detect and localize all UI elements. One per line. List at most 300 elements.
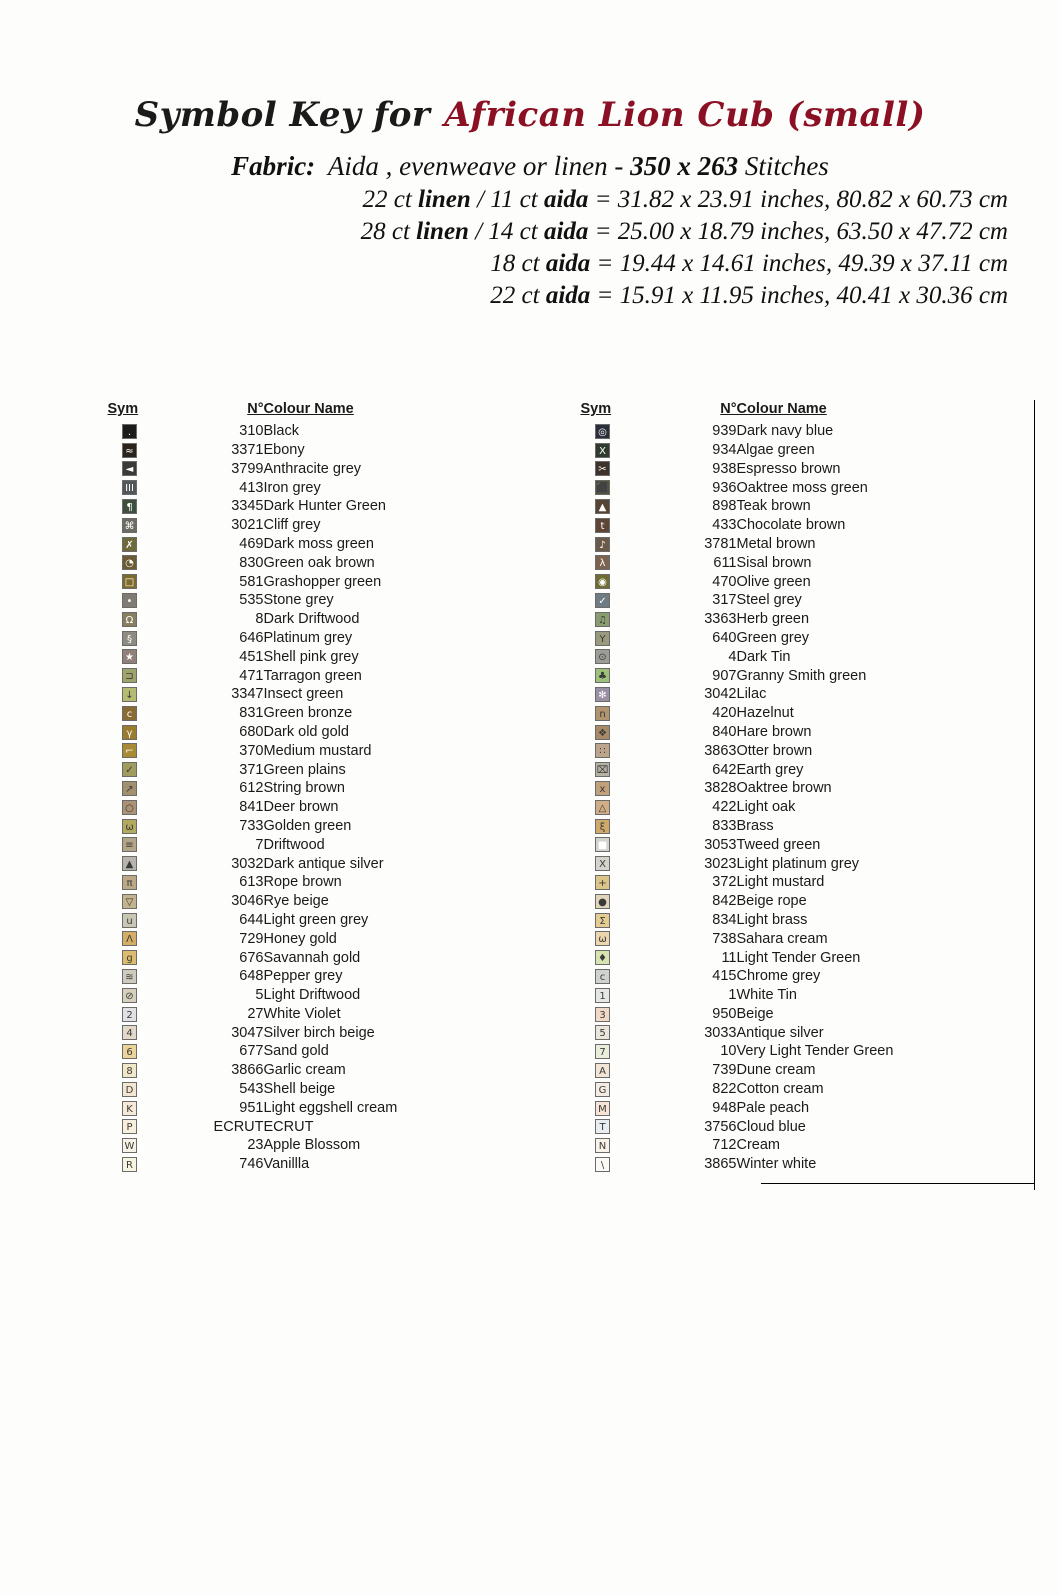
legend-row xyxy=(581,873,894,892)
legend-colour-name-cell: Light green grey xyxy=(263,911,369,928)
legend-colour-name-cell: Sand gold xyxy=(263,1043,329,1060)
colour-swatch-icon: M xyxy=(595,1101,610,1116)
colour-swatch-icon: γ xyxy=(122,725,137,740)
legend-number-cell: 3032 xyxy=(231,855,264,872)
header-num: N° xyxy=(720,401,737,418)
legend-row xyxy=(581,741,894,760)
legend-row xyxy=(108,986,398,1005)
legend-symbol-cell xyxy=(581,760,625,779)
legend-symbol-cell xyxy=(581,497,625,516)
legend-number-cell: 648 xyxy=(239,968,264,985)
legend-colour-name-cell: Medium mustard xyxy=(263,742,372,759)
symbol-key-legend xyxy=(0,400,1060,1190)
colour-swatch-icon: ⌘ xyxy=(122,518,137,533)
colour-swatch-icon: ⬛ xyxy=(595,480,610,495)
legend-number-cell: 729 xyxy=(239,930,264,947)
legend-row xyxy=(108,497,398,516)
colour-swatch-icon: Ω xyxy=(122,612,137,627)
legend-colour-name-cell: Cloud blue xyxy=(736,1118,806,1135)
colour-swatch-icon: 8 xyxy=(122,1063,137,1078)
colour-swatch-icon: X xyxy=(595,856,610,871)
legend-colour-name-cell: Light oak xyxy=(736,799,796,816)
legend-row xyxy=(108,1136,398,1155)
legend-colour-name-cell: Iron grey xyxy=(263,479,321,496)
size-eq-1: = xyxy=(594,186,612,213)
colour-swatch-icon: ⊘ xyxy=(122,988,137,1003)
legend-symbol-cell xyxy=(108,591,152,610)
legend-symbol-cell xyxy=(108,1042,152,1061)
legend-number-cell: 739 xyxy=(712,1062,737,1079)
colour-swatch-icon: ▲ xyxy=(595,499,610,514)
size-eq-4: = xyxy=(596,282,614,309)
fabric-stitch-count: 350 x 263 xyxy=(630,151,739,181)
legend-row xyxy=(581,422,894,441)
legend-number-cell: 646 xyxy=(239,629,264,646)
colour-swatch-icon: \ xyxy=(595,1157,610,1172)
legend-colour-name-cell: Lilac xyxy=(736,686,767,703)
colour-swatch-icon: ≡ xyxy=(122,837,137,852)
colour-swatch-icon: 6 xyxy=(122,1044,137,1059)
legend-number-cell: 939 xyxy=(712,423,737,440)
legend-colour-name-cell: Granny Smith green xyxy=(736,667,867,684)
legend-colour-name-cell: Espresso brown xyxy=(736,460,841,477)
legend-number-cell: 5 xyxy=(255,987,264,1004)
legend-symbol-cell xyxy=(108,779,152,798)
legend-symbol-cell xyxy=(581,779,625,798)
colour-swatch-icon: λ xyxy=(595,555,610,570)
colour-swatch-icon: ↗ xyxy=(122,781,137,796)
legend-colour-name-cell: Green bronze xyxy=(263,705,353,722)
legend-number-cell: 3047 xyxy=(231,1024,264,1041)
legend-colour-name-cell: Grashopper green xyxy=(263,573,382,590)
legend-colour-name-cell: Stone grey xyxy=(263,592,334,609)
legend-colour-name-cell: Light platinum grey xyxy=(736,855,860,872)
colour-swatch-icon: Λ xyxy=(122,931,137,946)
legend-row xyxy=(581,760,894,779)
legend-colour-name-cell: Winter white xyxy=(736,1156,817,1173)
header-sym: Sym xyxy=(107,401,139,418)
colour-swatch-icon: § xyxy=(122,631,137,646)
legend-number-cell: 830 xyxy=(239,554,264,571)
legend-symbol-cell xyxy=(581,798,625,817)
size-eq-3: = xyxy=(596,250,614,277)
size-count-2: 28 ct xyxy=(360,218,410,245)
document-page xyxy=(0,95,1060,1595)
legend-row xyxy=(108,535,398,554)
colour-swatch-icon: Σ xyxy=(595,913,610,928)
colour-swatch-icon: ⊐ xyxy=(122,668,137,683)
legend-colour-name-cell: Metal brown xyxy=(736,535,816,552)
legend-symbol-cell xyxy=(108,1136,152,1155)
size-value-1: 31.82 x 23.91 inches, 80.82 x 60.73 cm xyxy=(617,186,1008,213)
legend-number-cell: 950 xyxy=(712,1005,737,1022)
legend-symbol-cell xyxy=(581,967,625,986)
legend-row xyxy=(108,948,398,967)
legend-symbol-cell xyxy=(581,929,625,948)
legend-number-cell: 317 xyxy=(712,592,737,609)
legend-colour-name-cell: Silver birch beige xyxy=(263,1024,375,1041)
legend-number-cell: 3865 xyxy=(704,1156,737,1173)
legend-symbol-cell xyxy=(581,478,625,497)
size-count2-1: 11 ct xyxy=(490,186,538,213)
title-prefix: Symbol Key for xyxy=(134,95,431,135)
legend-row xyxy=(108,798,398,817)
legend-colour-name-cell: White Violet xyxy=(263,1005,341,1022)
legend-colour-name-cell: Light Tender Green xyxy=(736,949,861,966)
legend-symbol-cell xyxy=(108,441,152,460)
legend-row xyxy=(108,666,398,685)
legend-row xyxy=(108,572,398,591)
legend-symbol-cell xyxy=(108,553,152,572)
legend-colour-name-cell: White Tin xyxy=(736,987,797,1004)
legend-colour-name-cell: Light mustard xyxy=(736,874,825,891)
legend-table-right xyxy=(581,400,894,1174)
legend-row xyxy=(581,723,894,742)
legend-number-cell: ECRUT xyxy=(213,1118,264,1135)
legend-row xyxy=(581,779,894,798)
legend-symbol-cell xyxy=(108,685,152,704)
legend-symbol-cell xyxy=(108,610,152,629)
legend-row xyxy=(108,929,398,948)
legend-symbol-cell xyxy=(108,422,152,441)
legend-colour-name-cell: Light brass xyxy=(736,911,808,928)
colour-swatch-icon: ◉ xyxy=(595,574,610,589)
fabric-size-row xyxy=(0,186,1060,214)
legend-number-cell: 470 xyxy=(712,573,737,590)
legend-colour-name-cell: Algae green xyxy=(736,441,815,458)
legend-row xyxy=(581,835,894,854)
colour-swatch-icon: P xyxy=(122,1119,137,1134)
legend-colour-name-cell: Dark moss green xyxy=(263,535,374,552)
legend-symbol-cell xyxy=(108,478,152,497)
colour-swatch-icon: ∷ xyxy=(595,743,610,758)
legend-number-cell: 611 xyxy=(713,554,737,571)
legend-colour-name-cell: Ebony xyxy=(263,441,305,458)
legend-number-cell: 372 xyxy=(712,874,737,891)
legend-colour-name-cell: Green grey xyxy=(736,629,810,646)
colour-swatch-icon: Y xyxy=(595,631,610,646)
legend-row xyxy=(108,459,398,478)
legend-row xyxy=(581,666,894,685)
colour-swatch-icon: + xyxy=(595,875,610,890)
legend-symbol-cell xyxy=(108,798,152,817)
legend-symbol-cell xyxy=(108,647,152,666)
legend-number-cell: 677 xyxy=(239,1043,264,1060)
legend-number-cell: 3345 xyxy=(231,498,264,515)
legend-row xyxy=(581,798,894,817)
size-fabric2-1: aida xyxy=(543,186,589,213)
title-design-name: African Lion Cub (small) xyxy=(444,95,926,135)
legend-row xyxy=(108,911,398,930)
legend-symbol-cell xyxy=(581,647,625,666)
legend-number-cell: 712 xyxy=(712,1137,737,1154)
legend-row xyxy=(108,1042,398,1061)
legend-symbol-cell xyxy=(108,516,152,535)
legend-symbol-cell xyxy=(581,459,625,478)
legend-number-cell: 370 xyxy=(239,742,264,759)
legend-number-cell: 612 xyxy=(239,780,264,797)
colour-swatch-icon: ↓ xyxy=(122,687,137,702)
header-num: N° xyxy=(247,401,264,418)
legend-symbol-cell xyxy=(108,1061,152,1080)
header-name: Colour Name xyxy=(736,401,827,418)
legend-row xyxy=(108,516,398,535)
legend-number-cell: 543 xyxy=(239,1081,264,1098)
legend-symbol-cell xyxy=(108,892,152,911)
legend-symbol-cell xyxy=(581,572,625,591)
colour-swatch-icon: ⊙ xyxy=(595,649,610,664)
legend-row xyxy=(108,629,398,648)
legend-symbol-cell xyxy=(581,892,625,911)
colour-swatch-icon: ✓ xyxy=(595,593,610,608)
legend-symbol-cell xyxy=(581,873,625,892)
legend-number-cell: 3363 xyxy=(704,611,737,628)
colour-swatch-icon: 2 xyxy=(122,1007,137,1022)
legend-colour-name-cell: Tweed green xyxy=(736,836,821,853)
fabric-label: Fabric: xyxy=(231,151,316,181)
legend-number-cell: 3033 xyxy=(704,1024,737,1041)
legend-colour-name-cell: Anthracite grey xyxy=(263,460,362,477)
colour-swatch-icon: 5 xyxy=(595,1025,610,1040)
colour-swatch-icon: u xyxy=(122,913,137,928)
colour-swatch-icon: ◔ xyxy=(122,555,137,570)
legend-colour-name-cell: Chocolate brown xyxy=(736,517,846,534)
legend-row xyxy=(581,817,894,836)
legend-colour-name-cell: Driftwood xyxy=(263,836,325,853)
legend-number-cell: 310 xyxy=(239,423,264,440)
legend-colour-name-cell: Sisal brown xyxy=(736,554,812,571)
legend-row xyxy=(108,478,398,497)
legend-symbol-cell xyxy=(581,629,625,648)
legend-row xyxy=(581,704,894,723)
legend-colour-name-cell: Green plains xyxy=(263,761,346,778)
legend-symbol-cell xyxy=(108,1117,152,1136)
legend-row xyxy=(108,779,398,798)
colour-swatch-icon: K xyxy=(122,1101,137,1116)
size-fabric2-2: aida xyxy=(543,218,589,245)
legend-colour-name-cell: Light eggshell cream xyxy=(263,1099,398,1116)
fabric-size-row xyxy=(0,282,1060,310)
legend-symbol-cell xyxy=(581,1023,625,1042)
legend-colour-name-cell: Deer brown xyxy=(263,799,339,816)
legend-number-cell: 10 xyxy=(720,1043,737,1060)
legend-colour-name-cell: Hazelnut xyxy=(736,705,794,722)
legend-number-cell: 676 xyxy=(239,949,264,966)
legend-colour-name-cell: Cliff grey xyxy=(263,517,321,534)
legend-symbol-cell xyxy=(581,704,625,723)
legend-number-cell: 469 xyxy=(239,535,264,552)
legend-number-cell: 680 xyxy=(239,723,264,740)
legend-colour-name-cell: Golden green xyxy=(263,817,352,834)
size-value-2: 25.00 x 18.79 inches, 63.50 x 47.72 cm xyxy=(617,218,1008,245)
colour-swatch-icon: ✓ xyxy=(122,762,137,777)
legend-colour-name-cell: Pepper grey xyxy=(263,968,343,985)
fabric-size-row xyxy=(0,250,1060,278)
legend-symbol-cell xyxy=(108,1005,152,1024)
colour-swatch-icon: ✻ xyxy=(595,687,610,702)
fabric-size-row xyxy=(0,218,1060,246)
legend-symbol-cell xyxy=(581,591,625,610)
legend-row xyxy=(581,967,894,986)
legend-number-cell: 842 xyxy=(712,893,737,910)
legend-colour-name-cell: Black xyxy=(263,423,299,440)
legend-colour-name-cell: Dark antique silver xyxy=(263,855,384,872)
legend-symbol-cell xyxy=(108,929,152,948)
legend-colour-name-cell: ECRUT xyxy=(263,1118,314,1135)
legend-header-row xyxy=(581,400,894,422)
colour-swatch-icon: . xyxy=(122,424,137,439)
legend-row xyxy=(581,610,894,629)
legend-number-cell: 907 xyxy=(712,667,737,684)
colour-swatch-icon: ω xyxy=(122,819,137,834)
colour-swatch-icon: ¶ xyxy=(122,499,137,514)
legend-number-cell: 433 xyxy=(712,517,737,534)
legend-symbol-cell xyxy=(581,422,625,441)
legend-row xyxy=(108,685,398,704)
legend-colour-name-cell: Cream xyxy=(736,1137,781,1154)
legend-number-cell: 3756 xyxy=(704,1118,737,1135)
legend-colour-name-cell: Pale peach xyxy=(736,1099,810,1116)
legend-symbol-cell xyxy=(108,741,152,760)
legend-number-cell: 23 xyxy=(247,1137,264,1154)
colour-swatch-icon: A xyxy=(595,1063,610,1078)
legend-symbol-cell xyxy=(581,1136,625,1155)
legend-number-cell: 840 xyxy=(712,723,737,740)
legend-colour-name-cell: Hare brown xyxy=(736,723,812,740)
size-value-4: 15.91 x 11.95 inches, 40.41 x 30.36 cm xyxy=(619,282,1008,309)
colour-swatch-icon: n xyxy=(595,706,610,721)
legend-row xyxy=(581,478,894,497)
colour-swatch-icon: W xyxy=(122,1138,137,1153)
legend-row xyxy=(108,892,398,911)
legend-number-cell: 3053 xyxy=(704,836,737,853)
legend-symbol-cell xyxy=(108,760,152,779)
legend-colour-name-cell: Platinum grey xyxy=(263,629,353,646)
colour-swatch-icon: ◎ xyxy=(595,424,610,439)
colour-swatch-icon: ≈ xyxy=(122,443,137,458)
legend-symbol-cell xyxy=(108,854,152,873)
legend-number-cell: 413 xyxy=(239,479,264,496)
legend-colour-name-cell: Teak brown xyxy=(736,498,811,515)
legend-row xyxy=(581,1117,894,1136)
legend-symbol-cell xyxy=(108,835,152,854)
legend-symbol-cell xyxy=(581,441,625,460)
legend-symbol-cell xyxy=(581,1042,625,1061)
legend-row xyxy=(581,892,894,911)
legend-colour-name-cell: Shell beige xyxy=(263,1081,336,1098)
colour-swatch-icon: ♣ xyxy=(595,668,610,683)
colour-swatch-icon: ✂ xyxy=(595,461,610,476)
legend-number-cell: 746 xyxy=(239,1156,264,1173)
colour-swatch-icon: ○ xyxy=(122,800,137,815)
colour-swatch-icon: ❖ xyxy=(595,725,610,740)
legend-colour-name-cell: Beige rope xyxy=(736,893,807,910)
legend-number-cell: 3781 xyxy=(704,535,737,552)
legend-row xyxy=(581,1061,894,1080)
legend-symbol-cell xyxy=(581,610,625,629)
legend-colour-name-cell: Dark Driftwood xyxy=(263,611,360,628)
legend-colour-name-cell: Vanillla xyxy=(263,1156,310,1173)
legend-symbol-cell xyxy=(581,723,625,742)
legend-colour-name-cell: Rye beige xyxy=(263,893,329,910)
size-sep-2: / xyxy=(475,218,483,245)
legend-symbol-cell xyxy=(581,535,625,554)
legend-symbol-cell xyxy=(108,497,152,516)
legend-symbol-cell xyxy=(581,1098,625,1117)
legend-row xyxy=(581,948,894,967)
legend-colour-name-cell: Steel grey xyxy=(736,592,802,609)
page-title xyxy=(0,95,1060,135)
legend-colour-name-cell: Very Light Tender Green xyxy=(736,1043,894,1060)
legend-colour-name-cell: Tarragon green xyxy=(263,667,362,684)
legend-row xyxy=(108,1061,398,1080)
legend-colour-name-cell: Oaktree brown xyxy=(736,780,832,797)
colour-swatch-icon: ● xyxy=(595,894,610,909)
legend-number-cell: 640 xyxy=(712,629,737,646)
legend-symbol-cell xyxy=(581,1155,625,1174)
legend-row xyxy=(581,1155,894,1174)
legend-symbol-cell xyxy=(108,817,152,836)
legend-colour-name-cell: Herb green xyxy=(736,611,810,628)
colour-swatch-icon: 3 xyxy=(595,1007,610,1022)
legend-colour-name-cell: Dune cream xyxy=(736,1062,816,1079)
legend-row xyxy=(581,535,894,554)
legend-colour-name-cell: Earth grey xyxy=(736,761,804,778)
legend-symbol-cell xyxy=(581,854,625,873)
legend-row xyxy=(108,873,398,892)
legend-row xyxy=(108,741,398,760)
legend-symbol-cell xyxy=(581,1117,625,1136)
colour-swatch-icon: R xyxy=(122,1157,137,1172)
colour-swatch-icon: g xyxy=(122,950,137,965)
size-fabric2-3: aida xyxy=(545,250,591,277)
legend-row xyxy=(108,1080,398,1099)
legend-row xyxy=(108,591,398,610)
legend-symbol-cell xyxy=(108,629,152,648)
legend-row xyxy=(108,1005,398,1024)
legend-row xyxy=(581,685,894,704)
legend-frame xyxy=(26,400,1035,1190)
legend-number-cell: 3347 xyxy=(231,686,264,703)
header-name: Colour Name xyxy=(263,401,354,418)
legend-number-cell: 422 xyxy=(712,799,737,816)
legend-number-cell: 3023 xyxy=(704,855,737,872)
legend-symbol-cell xyxy=(108,1023,152,1042)
legend-row xyxy=(581,553,894,572)
legend-colour-name-cell: Apple Blossom xyxy=(263,1137,361,1154)
legend-row xyxy=(581,911,894,930)
legend-symbol-cell xyxy=(581,1061,625,1080)
legend-colour-name-cell: Oaktree moss green xyxy=(736,479,868,496)
legend-row xyxy=(108,817,398,836)
legend-colour-name-cell: Beige xyxy=(736,1005,774,1022)
legend-colour-name-cell: Cotton cream xyxy=(736,1081,824,1098)
size-count2-2: 14 ct xyxy=(488,218,538,245)
size-fabric-1: linen xyxy=(418,186,471,213)
legend-row xyxy=(108,760,398,779)
legend-row xyxy=(581,929,894,948)
legend-number-cell: 3799 xyxy=(231,460,264,477)
legend-symbol-cell xyxy=(581,1005,625,1024)
legend-number-cell: 581 xyxy=(239,573,264,590)
legend-colour-name-cell: Insect green xyxy=(263,686,344,703)
legend-row xyxy=(581,1042,894,1061)
legend-symbol-cell xyxy=(108,967,152,986)
legend-column-left xyxy=(108,400,538,1174)
legend-symbol-cell xyxy=(108,572,152,591)
colour-swatch-icon: c xyxy=(122,706,137,721)
legend-number-cell: 8 xyxy=(255,611,264,628)
